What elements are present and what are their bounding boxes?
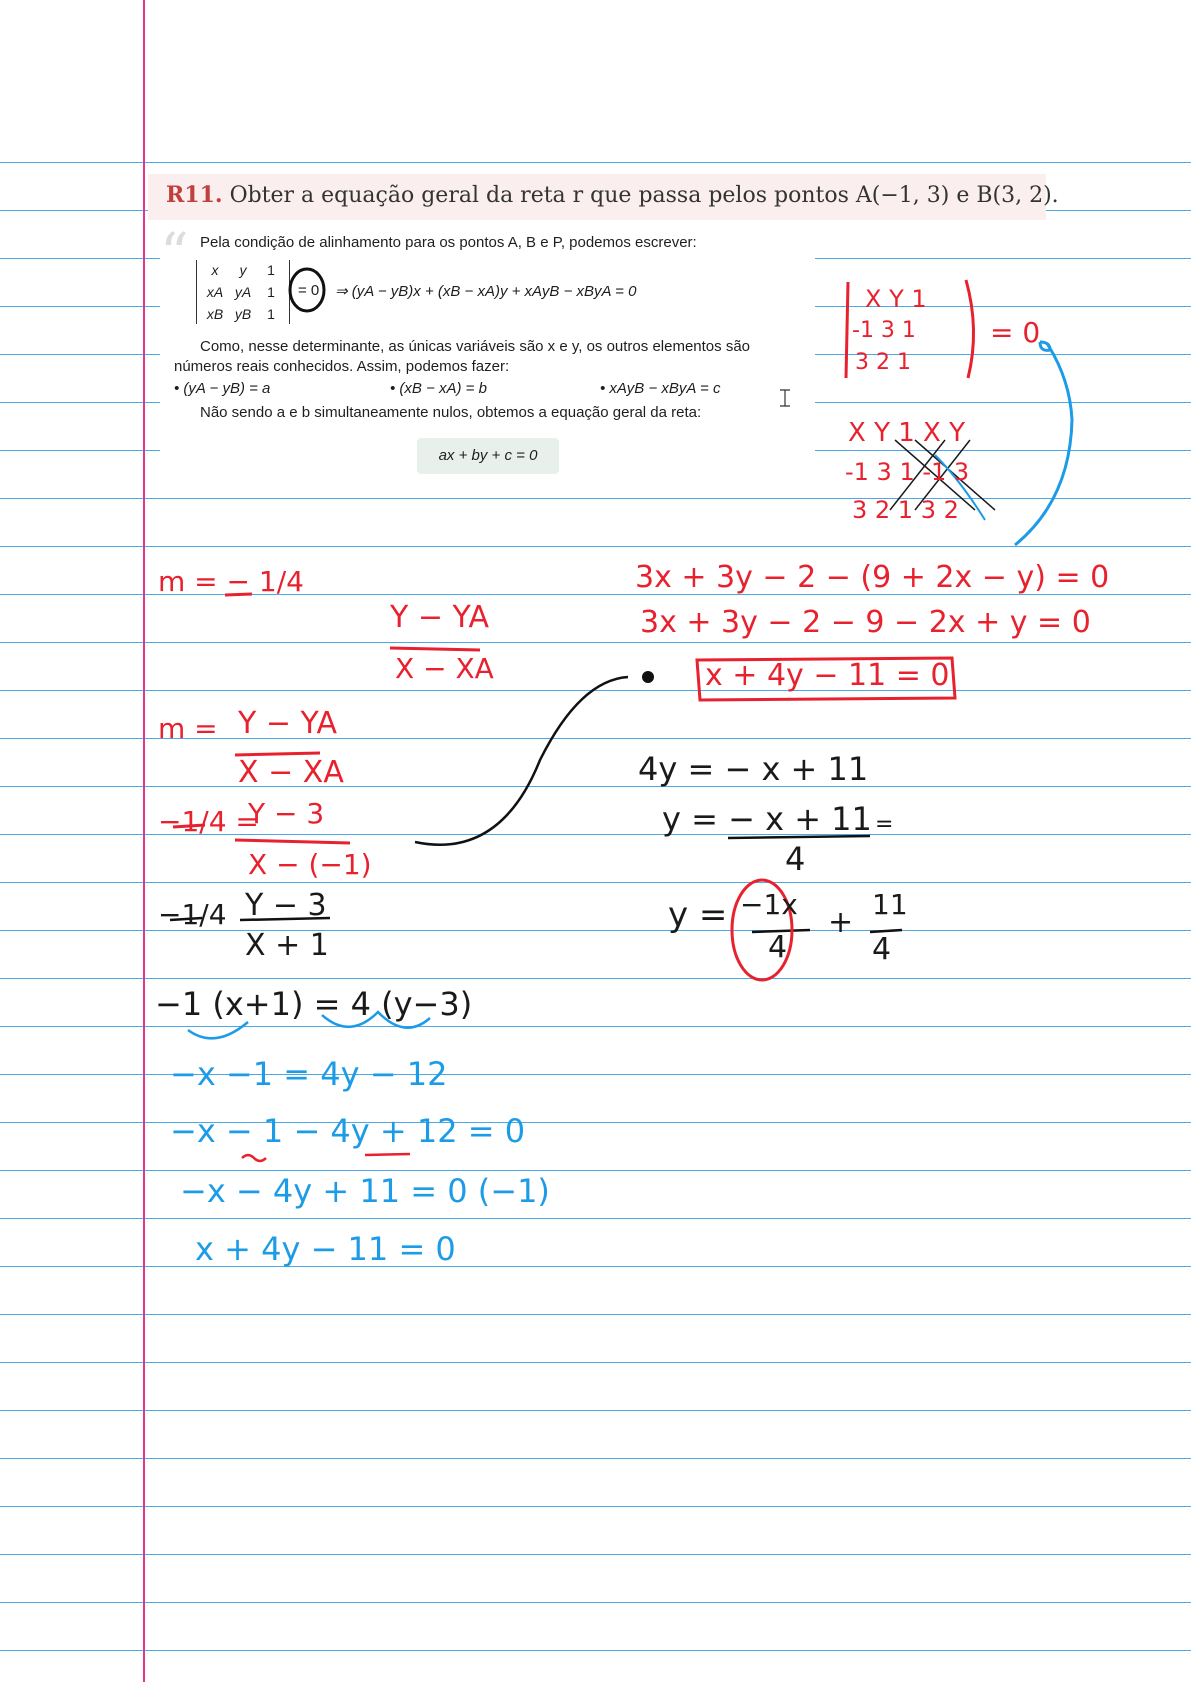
det-cell: yA (234, 284, 252, 300)
det-cell: xB (206, 306, 224, 322)
red-expansion-line: 3x + 3y − 2 − (9 + 2x − y) = 0 (635, 560, 1110, 595)
slope-intercept-numerator: −1x (740, 888, 798, 921)
solve-denominator: 4 (785, 840, 806, 878)
plus-sign: + (828, 905, 854, 940)
intercept-numerator: 11 (872, 888, 908, 921)
blue-step: −x −1 = 4y − 12 (170, 1055, 448, 1093)
quote-decoration-icon: “ (160, 222, 189, 287)
sarrus-row: X Y 1 X Y (848, 418, 965, 448)
distribution-line: −1 (x+1) = 4 (y−3) (155, 985, 473, 1023)
bullet-a: • (yA − yB) = a (174, 380, 271, 397)
bullet-c: • xAyB − xByA = c (600, 380, 721, 397)
blue-step: −x − 1 − 4y + 12 = 0 (170, 1112, 526, 1150)
det-equals: = 0 (298, 282, 320, 299)
slope-numerator: Y − YA (238, 706, 338, 741)
paragraph-line: números reais conhecidos. Assim, podemos fazer: (174, 358, 510, 375)
slope-denominator: X − XA (395, 652, 494, 685)
det-cell: x (211, 262, 219, 278)
red-expansion-line: 3x + 3y − 2 − 9 − 2x + y = 0 (640, 605, 1091, 640)
intercept-denominator: 4 (872, 932, 892, 967)
blue-step: −x − 4y + 11 = 0 (−1) (180, 1172, 550, 1210)
det-cell: yB (234, 306, 252, 322)
cross-numerator: Y − 3 (245, 888, 327, 923)
red-det-equals: = 0 (990, 316, 1041, 349)
solve-equals: = (875, 812, 894, 837)
slope-intercept-label: y = (668, 895, 728, 935)
substitution-denominator: X − (−1) (248, 848, 372, 881)
paragraph-line: Não sendo a e b simultaneamente nulos, obtemos a equação geral da reta: (200, 404, 702, 421)
sarrus-row: -1 3 1 -1 3 (845, 458, 970, 486)
det-cell: 1 (267, 284, 275, 300)
det-cell: xA (206, 284, 224, 300)
red-det-row: 3 2 1 (855, 350, 911, 375)
intro-text: Pela condição de alinhamento para os pontos A, B e P, podemos escrever: (200, 234, 697, 251)
solve-line: 4y = − x + 11 (638, 750, 869, 788)
det-cell: y (239, 262, 247, 278)
red-result-equation: x + 4y − 11 = 0 (705, 658, 950, 693)
problem-statement: Obter a equação geral da reta r que passa pelos pontos A(−1, 3) e B(3, 2). (229, 183, 1059, 208)
sarrus-row: 3 2 1 3 2 (852, 496, 959, 524)
slope-denominator: X − XA (238, 755, 344, 790)
slope-numerator: Y − YA (390, 600, 490, 635)
problem-number: R11. (166, 182, 223, 208)
substitution-numerator: Y − 3 (248, 797, 325, 830)
cross-denominator: X + 1 (245, 928, 329, 963)
cross-lhs: −1/4 (158, 898, 227, 931)
general-equation-box: ax + by + c = 0 (417, 438, 559, 474)
slope-intercept-denominator: 4 (768, 930, 788, 965)
red-det-row: X Y 1 (865, 285, 927, 313)
det-cell: 1 (267, 262, 275, 278)
solve-line: y = − x + 11 (662, 800, 872, 838)
bullet-b: • (xB − xA) = b (390, 380, 487, 397)
paragraph-line: Como, nesse determinante, as únicas variáveis são x e y, os outros elementos são (200, 338, 750, 355)
substitution-lhs: −1/4 = (158, 805, 259, 838)
red-det-row: -1 3 1 (852, 318, 916, 343)
blue-step: x + 4y − 11 = 0 (195, 1230, 456, 1268)
det-expansion: ⇒ (yA − yB)x + (xB − xA)y + xAyB − xByA = 0 (335, 283, 637, 300)
slope-value: m = − 1/4 (158, 565, 304, 598)
slope-label: m = (158, 712, 218, 745)
det-cell: 1 (267, 306, 275, 322)
